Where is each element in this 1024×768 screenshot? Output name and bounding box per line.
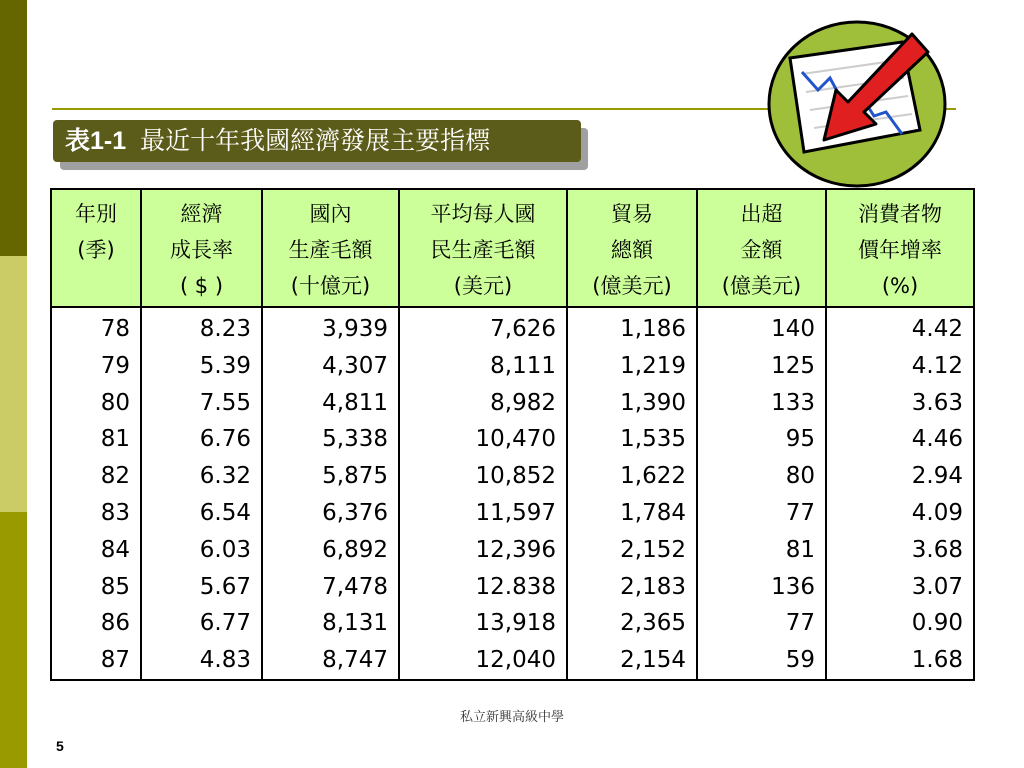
table-cell: 1,622 xyxy=(567,458,697,495)
table-cell: 87 xyxy=(51,642,141,680)
table-cell: 4.42 xyxy=(826,307,974,348)
table-row xyxy=(51,605,974,642)
column-header-line: (億美元) xyxy=(592,274,672,298)
table-cell: 80 xyxy=(697,458,826,495)
column-header-line: (億美元) xyxy=(721,274,802,298)
table-cell: 7,626 xyxy=(399,307,567,348)
column-header-line: 國內 xyxy=(309,202,352,226)
column-header-line: (美元) xyxy=(453,274,513,298)
table-cell: 0.90 xyxy=(826,605,974,642)
column-header-line: 年別 xyxy=(75,202,117,226)
footer-school-name: 私立新興高級中學 xyxy=(459,710,564,725)
table-cell: 8,111 xyxy=(399,348,567,385)
table-row xyxy=(51,495,974,532)
table-cell: 79 xyxy=(51,348,141,385)
table-cell: 4.46 xyxy=(826,421,974,458)
column-header-line: 出超 xyxy=(740,202,783,226)
column-header-line: 成長率 xyxy=(170,238,233,262)
table-cell: 12,396 xyxy=(399,532,567,569)
table-row xyxy=(51,385,974,422)
table-row xyxy=(51,307,974,348)
declining-chart-arrow-icon xyxy=(762,12,952,192)
table-cell: 84 xyxy=(51,532,141,569)
table-cell: 2,154 xyxy=(567,642,697,680)
table-cell: 7,478 xyxy=(262,569,399,606)
table-cell: 8,747 xyxy=(262,642,399,680)
column-header xyxy=(697,189,826,307)
table-cell: 3.68 xyxy=(826,532,974,569)
table-cell: 8,982 xyxy=(399,385,567,422)
table-cell: 86 xyxy=(51,605,141,642)
table-cell: 1,186 xyxy=(567,307,697,348)
column-header-line: 生產毛額 xyxy=(288,238,373,262)
table-cell: 6,892 xyxy=(262,532,399,569)
table-cell: 12.838 xyxy=(399,569,567,606)
table-row xyxy=(51,348,974,385)
table-cell: 77 xyxy=(697,495,826,532)
table-cell: 136 xyxy=(697,569,826,606)
table-cell: 4,307 xyxy=(262,348,399,385)
column-header xyxy=(567,189,697,307)
column-header-line: 民生產毛額 xyxy=(430,238,536,262)
table-cell: 2,183 xyxy=(567,569,697,606)
table-cell: 95 xyxy=(697,421,826,458)
side-band-middle xyxy=(0,256,27,512)
column-header-line: 平均每人國 xyxy=(430,202,536,226)
table-cell: 6.76 xyxy=(141,421,262,458)
table-cell: 3.63 xyxy=(826,385,974,422)
table-cell: 1,390 xyxy=(567,385,697,422)
table-cell: 81 xyxy=(697,532,826,569)
table-cell: 10,852 xyxy=(399,458,567,495)
column-header xyxy=(399,189,567,307)
table-cell: 83 xyxy=(51,495,141,532)
column-header-line: 價年增率 xyxy=(858,238,942,262)
column-header-line: 消費者物 xyxy=(858,202,942,226)
side-band-top xyxy=(0,0,27,256)
table-cell: 140 xyxy=(697,307,826,348)
table-cell: 78 xyxy=(51,307,141,348)
side-band-bottom xyxy=(0,512,27,768)
table-body xyxy=(51,307,974,680)
table-cell: 133 xyxy=(697,385,826,422)
table-cell: 4.12 xyxy=(826,348,974,385)
table-cell: 6,376 xyxy=(262,495,399,532)
column-header-line: 經濟 xyxy=(180,202,223,226)
table-cell: 7.55 xyxy=(141,385,262,422)
table-cell: 2,152 xyxy=(567,532,697,569)
table-cell: 1,219 xyxy=(567,348,697,385)
table-row xyxy=(51,642,974,680)
slide-title xyxy=(53,120,581,162)
table-cell: 125 xyxy=(697,348,826,385)
column-header xyxy=(51,189,141,307)
table-cell: 82 xyxy=(51,458,141,495)
table-cell: 80 xyxy=(51,385,141,422)
table-title: 最近十年我國經濟發展主要指標 xyxy=(140,126,491,155)
table-row xyxy=(51,421,974,458)
table-cell: 6.77 xyxy=(141,605,262,642)
table-cell: 2,365 xyxy=(567,605,697,642)
table-cell: 85 xyxy=(51,569,141,606)
table-cell: 8,131 xyxy=(262,605,399,642)
table-cell: 1,535 xyxy=(567,421,697,458)
table-cell: 5,338 xyxy=(262,421,399,458)
column-header xyxy=(826,189,974,307)
economic-indicators-table xyxy=(50,188,975,681)
table-cell: 13,918 xyxy=(399,605,567,642)
column-header-line: ( $ ) xyxy=(179,274,224,298)
column-header-line: (十億元) xyxy=(290,274,371,298)
table-cell: 6.03 xyxy=(141,532,262,569)
table-cell: 4.83 xyxy=(141,642,262,680)
table-cell: 6.32 xyxy=(141,458,262,495)
table-cell: 4.09 xyxy=(826,495,974,532)
table-row xyxy=(51,569,974,606)
table-cell: 77 xyxy=(697,605,826,642)
table-cell: 1,784 xyxy=(567,495,697,532)
table-cell: 3.07 xyxy=(826,569,974,606)
table-cell: 12,040 xyxy=(399,642,567,680)
column-header-line: (季) xyxy=(77,238,115,262)
column-header xyxy=(141,189,262,307)
table-cell: 1.68 xyxy=(826,642,974,680)
table-row xyxy=(51,532,974,569)
table-cell: 8.23 xyxy=(141,307,262,348)
table-cell: 5.67 xyxy=(141,569,262,606)
table-row xyxy=(51,458,974,495)
column-header-line: 貿易 xyxy=(611,202,653,226)
column-header-line: 總額 xyxy=(611,238,653,262)
table-cell: 3,939 xyxy=(262,307,399,348)
column-header-line: (%) xyxy=(881,274,919,298)
table-cell: 81 xyxy=(51,421,141,458)
table-number: 表1-1 xyxy=(65,127,127,155)
table-cell: 59 xyxy=(697,642,826,680)
table-cell: 5,875 xyxy=(262,458,399,495)
table-cell: 11,597 xyxy=(399,495,567,532)
page-number: 5 xyxy=(56,738,64,754)
header-row xyxy=(51,189,974,307)
column-header-line: 金額 xyxy=(740,238,783,262)
table-cell: 5.39 xyxy=(141,348,262,385)
table-cell: 4,811 xyxy=(262,385,399,422)
column-header xyxy=(262,189,399,307)
table-cell: 6.54 xyxy=(141,495,262,532)
table-cell: 2.94 xyxy=(826,458,974,495)
table-cell: 10,470 xyxy=(399,421,567,458)
